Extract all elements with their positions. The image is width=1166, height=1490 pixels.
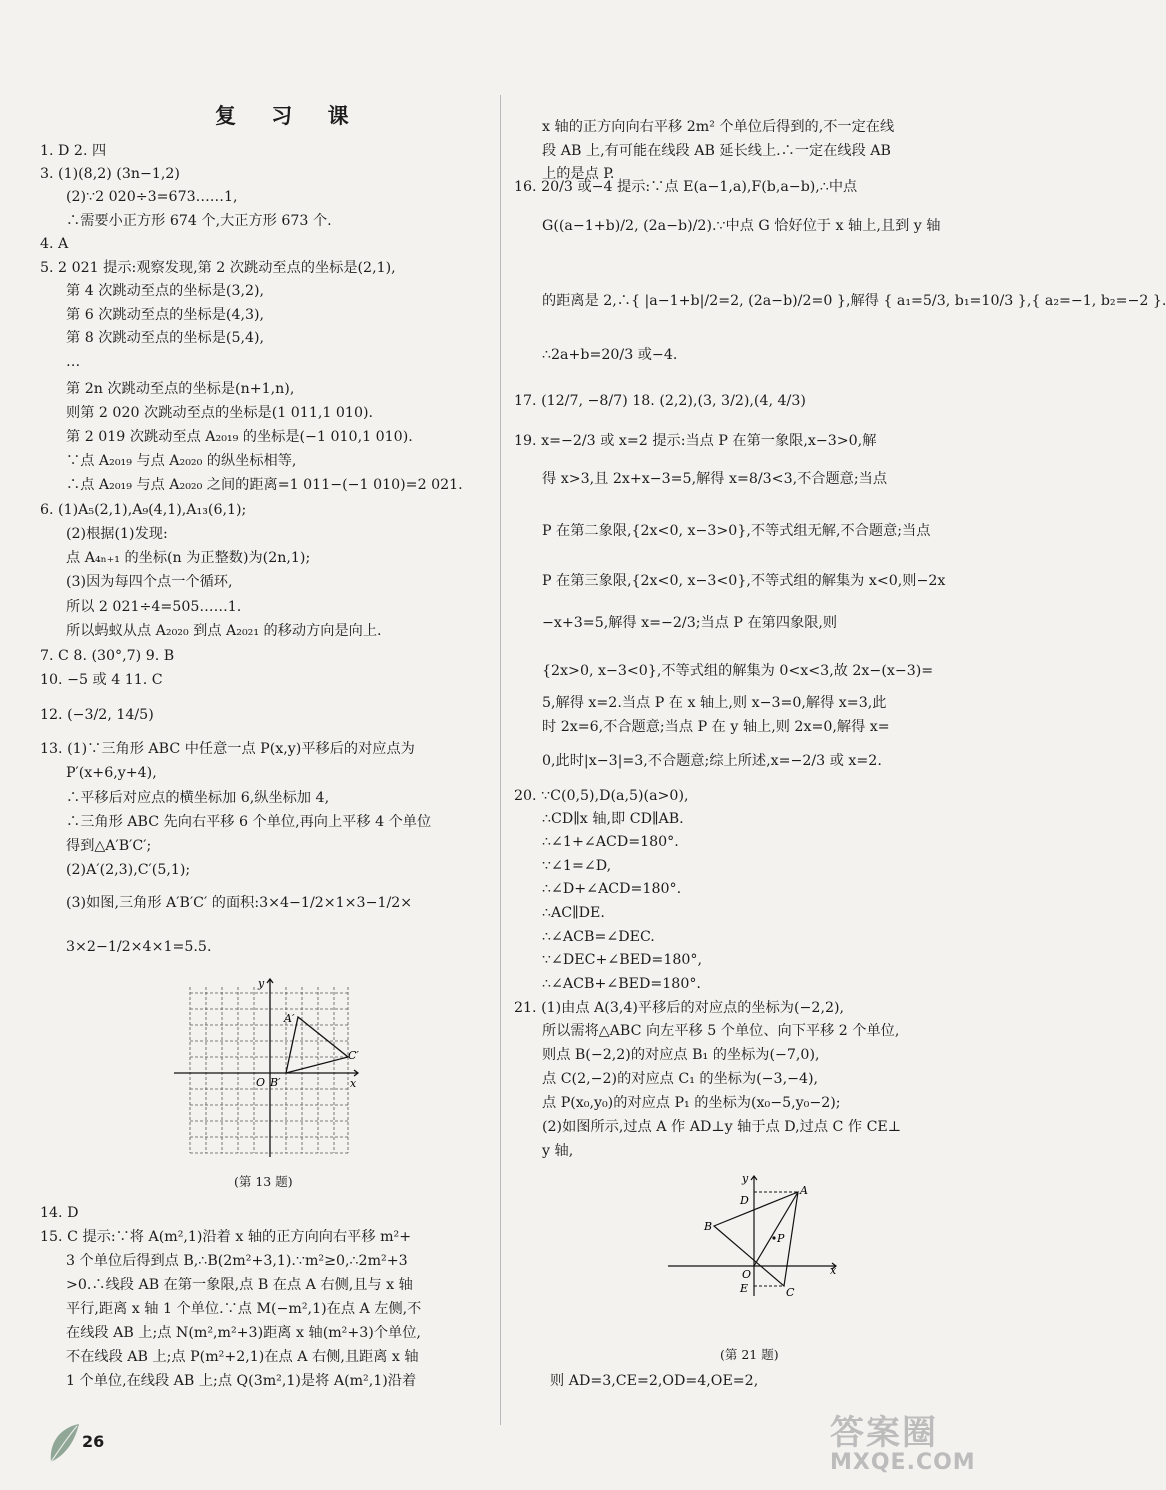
text-line: 5. 2 021 提示:观察发现,第 2 次跳动至点的坐标是(2,1), [40, 260, 396, 276]
text-line: 上的是点 P. [542, 166, 615, 182]
text-line: 16. 20/3 或−4 提示:∵点 E(a−1,a),F(b,a−b),∴中点 [514, 179, 858, 195]
fig13-origin-label: O [256, 1076, 266, 1089]
fig13-y-label: y [258, 977, 265, 990]
leaf-decoration-icon [45, 1418, 85, 1468]
fig13-b-label: B′ [270, 1076, 281, 1089]
text-line: ∴需要小正方形 674 个,大正方形 673 个. [66, 213, 332, 229]
figure-13-caption: (第 13 题) [234, 1174, 293, 1189]
column-divider [500, 95, 501, 1425]
fig21-y-label: y [742, 1172, 749, 1185]
fig21-d-label: D [740, 1194, 749, 1207]
text-line: 的距离是 2,∴{ |a−1+b|/2=2, (2a−b)/2=0 },解得 { a₁=5/3, b₁=10/3 },{ a₂=−1, b₂=−2 }. [542, 293, 1166, 309]
text-line: 1 个单位,在线段 AB 上;点 Q(3m²,1)是将 A(m²,1)沿着 [66, 1373, 417, 1389]
text-line: ∴平移后对应点的横坐标加 6,纵坐标加 4, [66, 790, 330, 806]
text-line: 4. A [40, 236, 69, 252]
text-line: ∵点 A₂₀₁₉ 与点 A₂₀₂₀ 的纵坐标相等, [66, 453, 297, 469]
text-line: P 在第三象限,{2x<0, x−3<0},不等式组的解集为 x<0,则−2x [542, 573, 946, 589]
text-line: P 在第二象限,{2x<0, x−3>0},不等式组无解,不合题意;当点 [542, 523, 931, 539]
text-line: 在线段 AB 上;点 N(m²,m²+3)距离 x 轴(m²+3)个单位, [66, 1325, 421, 1341]
watermark-url: MXQE.COM [830, 1450, 976, 1475]
text-line: 6. (1)A₅(2,1),A₉(4,1),A₁₃(6,1); [40, 502, 247, 518]
text-line: 3. (1)(8,2) (3n−1,2) [40, 166, 180, 182]
text-line: 第 2n 次跳动至点的坐标是(n+1,n), [66, 381, 295, 397]
text-line: (3)如图,三角形 A′B′C′ 的面积:3×4−1/2×1×3−1/2× [66, 895, 413, 911]
text-line: 17. (12/7, −8/7) 18. (2,2),(3, 3/2),(4, 4/3) [514, 393, 806, 409]
text-line: 1. D 2. 四 [40, 143, 107, 159]
text-line: >0.∴线段 AB 在第一象限,点 B 在点 A 右侧,且与 x 轴 [66, 1277, 413, 1293]
figure-21-caption: (第 21 题) [720, 1347, 779, 1362]
text-line: 时 2x=6,不合题意;当点 P 在 y 轴上,则 2x=0,解得 x= [542, 719, 890, 735]
text-line: … [66, 354, 81, 370]
text-line: 点 P(x₀,y₀)的对应点 P₁ 的坐标为(x₀−5,y₀−2); [542, 1095, 841, 1111]
figure-13-grid [172, 975, 362, 1165]
text-line: (2)如图所示,过点 A 作 AD⊥y 轴于点 D,过点 C 作 CE⊥ [542, 1119, 902, 1135]
text-line: 所以需将△ABC 向左平移 5 个单位、向下平移 2 个单位, [542, 1023, 900, 1039]
text-line: −x+3=5,解得 x=−2/3;当点 P 在第四象限,则 [542, 615, 838, 631]
text-line: 13. (1)∵三角形 ABC 中任意一点 P(x,y)平移后的对应点为 [40, 741, 415, 757]
page-number: 26 [82, 1432, 105, 1451]
text-line: ∵∠DEC+∠BED=180°, [542, 952, 703, 968]
text-line: 第 2 019 次跳动至点 A₂₀₁₉ 的坐标是(−1 010,1 010). [66, 429, 413, 445]
text-line: x 轴的正方向向右平移 2m² 个单位后得到的,不一定在线 [542, 119, 895, 135]
text-line: G((a−1+b)/2, (2a−b)/2).∵中点 G 恰好位于 x 轴上,且到 y 轴 [542, 218, 941, 234]
text-line: 点 C(2,−2)的对应点 C₁ 的坐标为(−3,−4), [542, 1071, 819, 1087]
fig21-p-label: P [777, 1232, 785, 1245]
text-line: 则 AD=3,CE=2,OD=4,OE=2, [550, 1373, 759, 1389]
text-line: ∴点 A₂₀₁₉ 与点 A₂₀₂₀ 之间的距离=1 011−(−1 010)=2 021. [66, 477, 463, 493]
watermark-logo: 答案圈 [830, 1413, 938, 1453]
text-line: 第 6 次跳动至点的坐标是(4,3), [66, 307, 265, 323]
text-line: ∴∠ACB=∠DEC. [542, 929, 655, 945]
text-line: 段 AB 上,有可能在线段 AB 延长线上.∴一定在线段 AB [542, 143, 891, 159]
text-line: 则第 2 020 次跳动至点的坐标是(1 011,1 010). [66, 405, 374, 421]
fig21-a-label: A [800, 1184, 808, 1197]
fig13-c-label: C′ [348, 1049, 359, 1062]
text-line: 所以 2 021÷4=505……1. [66, 599, 242, 615]
text-line: ∴∠D+∠ACD=180°. [542, 881, 682, 897]
fig21-c-label: C [786, 1286, 795, 1299]
figure-21-diagram [664, 1170, 844, 1300]
text-line: 14. D [40, 1205, 79, 1221]
text-line: 平行,距离 x 轴 1 个单位.∵点 M(−m²,1)在点 A 左侧,不 [66, 1301, 422, 1317]
fig21-x-label: x [830, 1264, 837, 1277]
fig13-x-label: x [350, 1077, 357, 1090]
text-line: 得到△A′B′C′; [66, 838, 152, 854]
text-line: 7. C 8. (30°,7) 9. B [40, 648, 175, 664]
text-line: 得 x>3,且 2x+x−3=5,解得 x=8/3<3,不合题意;当点 [542, 471, 888, 487]
text-line: (2)∵2 020÷3=673……1, [66, 189, 238, 205]
text-line: 3 个单位后得到点 B,∴B(2m²+3,1).∵m²≥0,∴2m²+3 [66, 1253, 408, 1269]
text-line: y 轴, [542, 1143, 574, 1159]
fig21-b-label: B [704, 1220, 713, 1233]
text-line: 点 A₄ₙ₊₁ 的坐标(n 为正整数)为(2n,1); [66, 550, 311, 566]
text-line: (2)根据(1)发现: [66, 526, 168, 542]
text-line: (3)因为每四个点一个循环, [66, 574, 233, 590]
text-line: 10. −5 或 4 11. C [40, 672, 163, 688]
text-line: 19. x=−2/3 或 x=2 提示:当点 P 在第一象限,x−3>0,解 [514, 433, 877, 449]
text-line: ∴三角形 ABC 先向右平移 6 个单位,再向上平移 4 个单位 [66, 814, 432, 830]
text-line: 第 4 次跳动至点的坐标是(3,2), [66, 283, 265, 299]
text-line: ∴AC∥DE. [542, 905, 605, 921]
text-line: P′(x+6,y+4), [66, 765, 157, 781]
text-line: 5,解得 x=2.当点 P 在 x 轴上,则 x−3=0,解得 x=3,此 [542, 695, 887, 711]
text-line: ∴∠1+∠ACD=180°. [542, 834, 679, 850]
text-line: ∴2a+b=20/3 或−4. [542, 347, 678, 363]
section-title: 复 习 课 [215, 103, 363, 128]
text-line: 3×2−1/2×4×1=5.5. [66, 939, 212, 955]
text-line: {2x>0, x−3<0},不等式组的解集为 0<x<3,故 2x−(x−3)= [542, 663, 934, 679]
text-line: 20. ∵C(0,5),D(a,5)(a>0), [514, 788, 689, 804]
text-line: ∴CD∥x 轴,即 CD∥AB. [542, 811, 684, 827]
text-line: (2)A′(2,3),C′(5,1); [66, 862, 191, 878]
text-line: 0,此时|x−3|=3,不合题意;综上所述,x=−2/3 或 x=2. [542, 753, 882, 769]
text-line: ∵∠1=∠D, [542, 858, 612, 874]
text-line: 12. (−3/2, 14/5) [40, 707, 154, 723]
text-line: 15. C 提示:∵将 A(m²,1)沿着 x 轴的正方向向右平移 m²+ [40, 1229, 412, 1245]
text-line: 不在线段 AB 上;点 P(m²+2,1)在点 A 右侧,且距离 x 轴 [66, 1349, 419, 1365]
text-line: 则点 B(−2,2)的对应点 B₁ 的坐标为(−7,0), [542, 1047, 820, 1063]
text-line: 所以蚂蚁从点 A₂₀₂₀ 到点 A₂₀₂₁ 的移动方向是向上. [66, 623, 382, 639]
text-line: ∴∠ACB+∠BED=180°. [542, 976, 701, 992]
text-line: 21. (1)由点 A(3,4)平移后的对应点的坐标为(−2,2), [514, 1000, 845, 1016]
text-line: 第 8 次跳动至点的坐标是(5,4), [66, 330, 265, 346]
fig21-e-label: E [740, 1282, 749, 1295]
fig21-origin-label: O [742, 1268, 752, 1281]
fig13-a-label: A′ [284, 1012, 295, 1025]
